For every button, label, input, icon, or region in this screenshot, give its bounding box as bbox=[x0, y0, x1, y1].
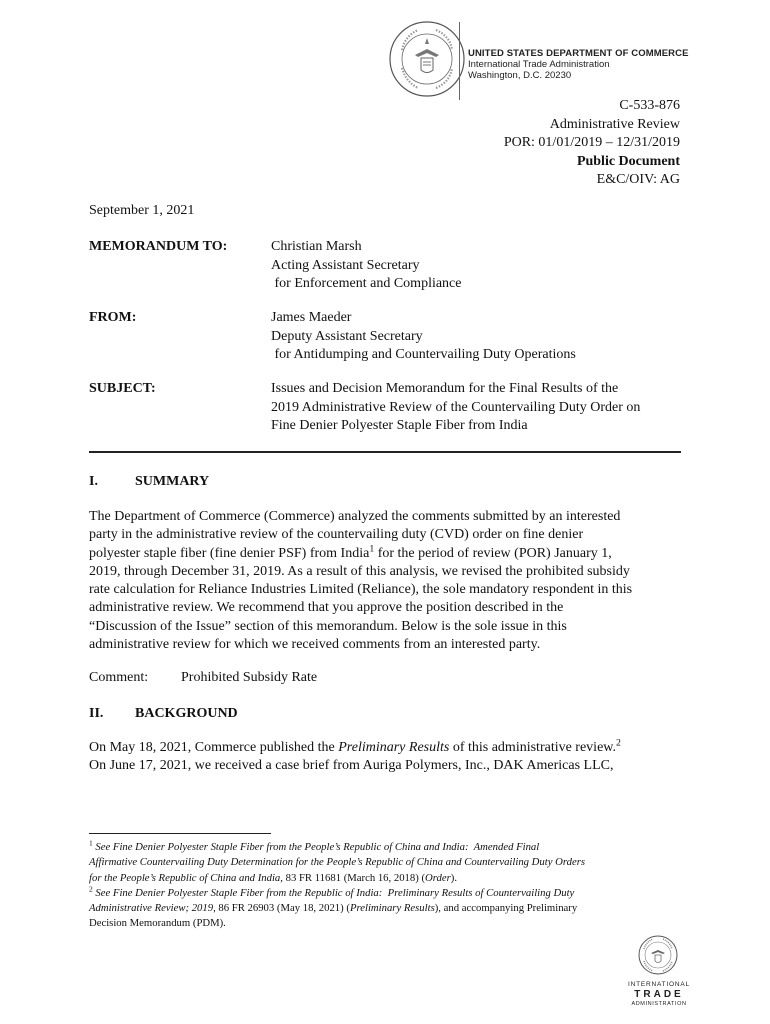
section-1-title: SUMMARY bbox=[135, 474, 210, 489]
memo-from-block bbox=[271, 309, 576, 365]
ita-footer-logo bbox=[628, 935, 690, 1015]
period-of-review: POR: 01/01/2019 – 12/31/2019 bbox=[503, 135, 680, 151]
footnote-1-line bbox=[89, 871, 689, 886]
summary-line: The Department of Commerce (Commerce) analyzed the comments submitted by an interested bbox=[89, 509, 621, 524]
letterhead-text bbox=[468, 48, 708, 81]
memo-from-title: Deputy Assistant Secretary bbox=[271, 328, 423, 344]
background-line: On June 17, 2021, we received a case brief from Auriga Polymers, Inc., DAK Americas LLC, bbox=[89, 758, 614, 774]
memo-subject-block bbox=[271, 380, 640, 436]
memo-to-label: MEMORANDUM TO: bbox=[89, 239, 228, 254]
footnote-2-text: ), and accompanying Preliminary bbox=[434, 902, 578, 915]
memo-date: September 1, 2021 bbox=[89, 203, 195, 218]
ita-logo-line-1: INTERNATIONAL bbox=[628, 981, 690, 988]
ita-seal-icon bbox=[638, 935, 678, 975]
section-2-title: BACKGROUND bbox=[135, 706, 238, 721]
footnote-1-line bbox=[89, 855, 689, 870]
ita-logo-line-2: TRADE bbox=[634, 989, 684, 1000]
summary-line: “Discussion of the Issue” section of this memorandum. Below is the sole issue in this bbox=[89, 618, 567, 634]
letterhead-agency: International Trade Administration bbox=[468, 59, 610, 70]
letterhead-divider bbox=[459, 22, 460, 100]
review-type: Administrative Review bbox=[549, 116, 680, 132]
memo-from-office: for Antidumping and Countervailing Duty Operations bbox=[271, 347, 576, 363]
footnote-1-text: for the People’s Republic of China and India bbox=[89, 871, 281, 884]
footnotes bbox=[89, 840, 689, 932]
footnote-2-text: Administrative Review; 2019 bbox=[89, 902, 214, 915]
department-of-commerce-seal-icon bbox=[388, 20, 466, 98]
background-line-text: On May 18, 2021, Commerce published the bbox=[89, 740, 339, 755]
footnote-ref-2[interactable]: 2 bbox=[616, 737, 621, 749]
summary-line: party in the administrative review of the countervailing duty (CVD) order on fine denier bbox=[89, 527, 584, 543]
footnote-2-number: 2 bbox=[89, 884, 93, 894]
footnote-1-text: See Fine Denier Polyester Staple Fiber from the People’s Republic of China and India: Amended Final bbox=[92, 841, 540, 853]
preliminary-results-title: Preliminary Results bbox=[338, 740, 450, 755]
section-2-number: II. bbox=[89, 706, 104, 721]
memo-from-label: FROM: bbox=[89, 310, 137, 325]
footnote-2-text: , 86 FR 26903 (May 18, 2021) ( bbox=[213, 902, 350, 915]
summary-line: rate calculation for Reliance Industries Limited (Reliance), the sole mandatory respondent in this bbox=[89, 582, 633, 598]
section-1-number: I. bbox=[89, 474, 98, 489]
footnote-1-text: Affirmative Countervailing Duty Determination for the People’s Republic of China and Countervailing Duty Orders bbox=[89, 856, 586, 869]
document-status: Public Document bbox=[576, 153, 680, 169]
memo-subject-line: Issues and Decision Memorandum for the Final Results of the bbox=[271, 381, 619, 396]
summary-line: administrative review. We recommend that you approve the position described in the bbox=[89, 600, 564, 616]
summary-line: administrative review for which we received comments from an interested party. bbox=[89, 637, 541, 653]
footnote-2-line bbox=[89, 901, 689, 916]
ita-logo-line-3: ADMINISTRATION bbox=[631, 1001, 687, 1007]
memo-to-block bbox=[271, 238, 461, 294]
case-header-block bbox=[380, 97, 680, 190]
case-number: C-533-876 bbox=[619, 98, 680, 113]
letterhead-city: Washington, D.C. 20230 bbox=[468, 70, 572, 81]
memo-from-name: James Maeder bbox=[271, 310, 352, 325]
memo-subject-label: SUBJECT: bbox=[89, 381, 156, 396]
summary-paragraph bbox=[89, 508, 681, 654]
comment-text: Prohibited Subsidy Rate bbox=[181, 670, 318, 685]
memo-subject-line: 2019 Administrative Review of the Countervailing Duty Order on bbox=[271, 399, 641, 415]
footnote-ref-1[interactable]: 1 bbox=[369, 542, 375, 554]
summary-line bbox=[89, 542, 681, 563]
footnote-1-text: , 83 FR 11681 (March 16, 2018) ( bbox=[280, 871, 426, 884]
letterhead-department: UNITED STATES DEPARTMENT OF COMMERCE bbox=[468, 48, 689, 59]
memo-subject-line: Fine Denier Polyester Staple Fiber from India bbox=[271, 418, 528, 434]
footnote-2-line bbox=[89, 886, 689, 901]
footnote-1-number: 1 bbox=[89, 838, 93, 848]
footnote-2-short-title: Preliminary Results bbox=[349, 902, 435, 915]
footnote-2-line: Decision Memorandum (PDM). bbox=[89, 917, 226, 930]
footnote-1-short-title: Order bbox=[425, 871, 451, 884]
memo-to-office: for Enforcement and Compliance bbox=[271, 276, 462, 292]
comment-label: Comment: bbox=[89, 670, 149, 685]
summary-line-text: polyester staple fiber (fine denier PSF) from India bbox=[89, 545, 370, 561]
header-divider bbox=[89, 451, 681, 453]
summary-line-text: for the period of review (POR) January 1, bbox=[374, 545, 612, 561]
footnote-divider bbox=[89, 833, 271, 834]
footnote-2-text: See Fine Denier Polyester Staple Fiber from the Republic of India: Preliminary Results of Countervailing Duty bbox=[92, 886, 575, 899]
memo-to-title: Acting Assistant Secretary bbox=[271, 257, 420, 273]
background-line bbox=[89, 739, 681, 757]
summary-line: 2019, through December 31, 2019. As a result of this analysis, we revised the prohibited subsidy bbox=[89, 563, 630, 579]
background-line-text: of this administrative review. bbox=[449, 740, 616, 755]
footnote-1-text: ). bbox=[450, 871, 457, 884]
footnote-1-line bbox=[89, 840, 689, 855]
background-paragraph bbox=[89, 739, 681, 776]
memo-to-name: Christian Marsh bbox=[271, 239, 362, 254]
office-code: E&C/OIV: AG bbox=[596, 172, 680, 188]
